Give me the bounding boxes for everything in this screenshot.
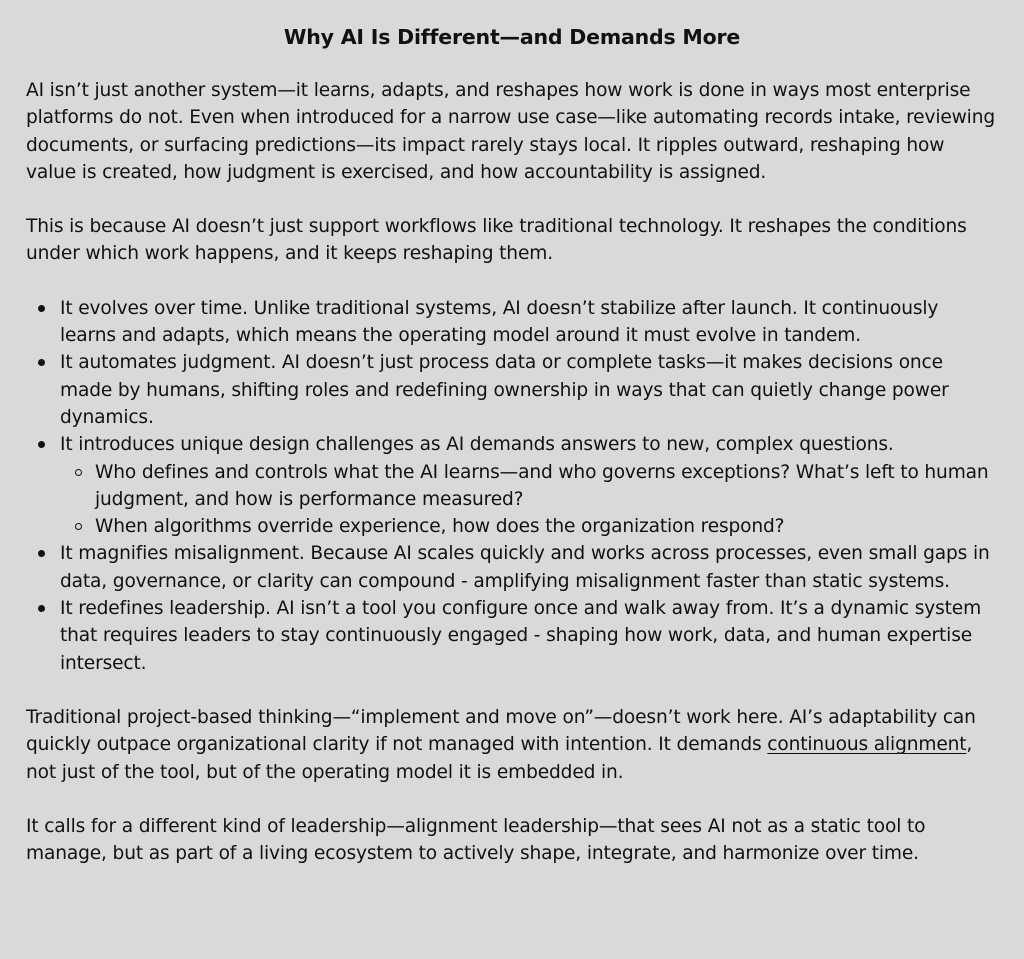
- list-item-text: It introduces unique design challenges as AI demands answers to new, complex questions.: [60, 434, 894, 456]
- list-item-text: It automates judgment. AI doesn’t just process data or complete tasks—it makes decisions once made by humans, shifting roles and redefining ownership in ways that can quietly change power dynamics.: [60, 352, 949, 428]
- list-item: [26, 595, 998, 677]
- page-title: Why AI Is Different—and Demands More: [283, 25, 741, 49]
- sub-bullet-list: [60, 459, 998, 541]
- bullet-dot-icon: [38, 550, 45, 557]
- list-item: [26, 431, 998, 540]
- intro-paragraph: AI isn’t just another system—it learns, adapts, and reshapes how work is done in ways most enterprise platforms do not. Even when introduced for a narrow use case—like automating records intake, reviewing documents, or surfacing predictions—its impact rarely stays local. It ripples outward, reshaping how value is created, how judgment is exercised, and how accountability is assigned.: [26, 80, 995, 183]
- list-item-text: It evolves over time. Unlike traditional systems, AI doesn’t stabilize after launch. It continuously learns and adapts, which means the operating model around it must evolve in tandem.: [60, 297, 939, 347]
- bullet-list: [26, 295, 998, 677]
- because-paragraph: This is because AI doesn’t just support workflows like traditional technology. It reshapes the conditions under which work happens, and it keeps reshaping them.: [26, 216, 967, 265]
- bullet-dot-icon: [38, 305, 45, 312]
- sub-list-item: [60, 459, 998, 514]
- traditional-text-before: Traditional project-based thinking—“implement and move on”—doesn’t work here. AI’s adaptability can quickly outpace organizational clarity if not managed with intention. It demands: [26, 706, 976, 756]
- traditional-paragraph: [26, 704, 998, 786]
- sub-list-item: [60, 513, 998, 540]
- closing-paragraph: It calls for a different kind of leadership—alignment leadership—that sees AI not as a static tool to manage, but as part of a living ecosystem to actively shape, integrate, and harmonize over time.: [26, 815, 926, 865]
- bullet-dot-icon: [38, 441, 45, 448]
- list-item-text: It magnifies misalignment. Because AI scales quickly and works across processes, even small gaps in data, governance, or clarity can compound - amplifying misalignment faster than static systems.: [60, 543, 990, 592]
- traditional-text-after: , not just of the tool, but of the operating model it is embedded in.: [26, 734, 973, 783]
- bullet-dot-icon: [38, 605, 45, 612]
- sub-list-item-text: Who defines and controls what the AI learns—and who governs exceptions? What’s left to human judgment, and how is performance measured?: [95, 461, 989, 510]
- sub-list-item-text: When algorithms override experience, how does the organization respond?: [95, 516, 785, 538]
- list-item-text: It redefines leadership. AI isn’t a tool you configure once and walk away from. It’s a dynamic system that requires leaders to stay continuously engaged - shaping how work, data, and human expertise intersect.: [60, 598, 982, 674]
- bullet-ring-icon: [75, 469, 82, 476]
- continuous-alignment-link[interactable]: continuous alignment: [767, 734, 967, 756]
- list-item: [26, 295, 998, 350]
- bullet-dot-icon: [38, 359, 45, 366]
- bullet-ring-icon: [75, 523, 82, 530]
- list-item: [26, 349, 998, 431]
- list-item: [26, 540, 998, 595]
